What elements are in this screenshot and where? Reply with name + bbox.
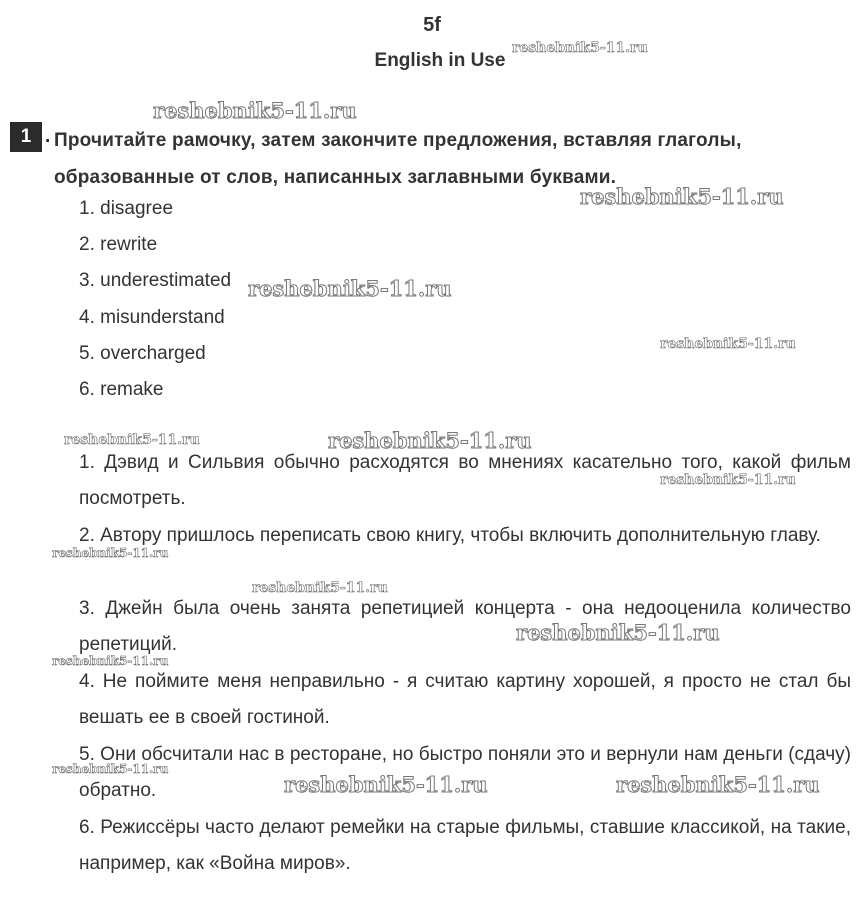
- translation-sentence: 4. Не поймите меня неправильно - я считаю картину хорошей, я просто не стал бы вешать ее в своей гостиной.: [79, 671, 851, 728]
- watermark: reshebnik5-11.ru: [512, 40, 648, 56]
- answer-item: 3. underestimated: [79, 270, 232, 291]
- watermark: reshebnik5-11.ru: [52, 654, 169, 668]
- watermark: reshebnik5-11.ru: [153, 98, 357, 123]
- watermark: reshebnik5-11.ru: [52, 762, 169, 776]
- translation-sentence: 1. Дэвид и Сильвия обычно расходятся во мнениях касательно того, какой фильм посмотреть.: [79, 452, 851, 509]
- translation-sentence: 6. Режиссёры часто делают ремейки на старые фильмы, ставшие классикой, на такие, например, как «Война миров».: [79, 817, 851, 874]
- watermark: reshebnik5-11.ru: [52, 546, 169, 560]
- answer-item: 5. overcharged: [79, 343, 206, 364]
- watermark: reshebnik5-11.ru: [516, 620, 720, 645]
- translation-sentence: 2. Автору пришлось переписать свою книгу, чтобы включить дополнительную главу.: [79, 525, 821, 546]
- answer-item: 4. misunderstand: [79, 307, 225, 328]
- watermark: reshebnik5-11.ru: [248, 276, 452, 301]
- watermark: reshebnik5-11.ru: [580, 184, 784, 209]
- instruction-line-2: образованные от слов, написанных заглавными буквами.: [54, 167, 617, 188]
- translation-sentence: 3. Джейн была очень занята репетицией концерта - она недооценила количество репетиций.: [79, 598, 851, 655]
- watermark: reshebnik5-11.ru: [64, 432, 200, 448]
- watermark: reshebnik5-11.ru: [616, 772, 820, 797]
- answer-item: 6. remake: [79, 379, 164, 400]
- section-title: English in Use: [374, 50, 506, 71]
- instruction-dot: .: [45, 126, 51, 147]
- exercise-number: 1: [10, 122, 42, 152]
- instruction-line-1: Прочитайте рамочку, затем закончите предложения, вставляя глаголы,: [54, 130, 742, 151]
- watermark: reshebnik5-11.ru: [252, 580, 388, 596]
- translation-sentence: 5. Они обсчитали нас в ресторане, но быстро поняли это и вернули нам деньги (сдачу) обратно.: [79, 744, 851, 801]
- answer-item: 1. disagree: [79, 198, 174, 219]
- watermark: reshebnik5-11.ru: [328, 428, 532, 453]
- unit-code: 5f: [423, 14, 441, 36]
- watermark: reshebnik5-11.ru: [284, 772, 488, 797]
- watermark: reshebnik5-11.ru: [660, 336, 796, 352]
- watermark: reshebnik5-11.ru: [660, 472, 796, 488]
- answer-item: 2. rewrite: [79, 234, 158, 255]
